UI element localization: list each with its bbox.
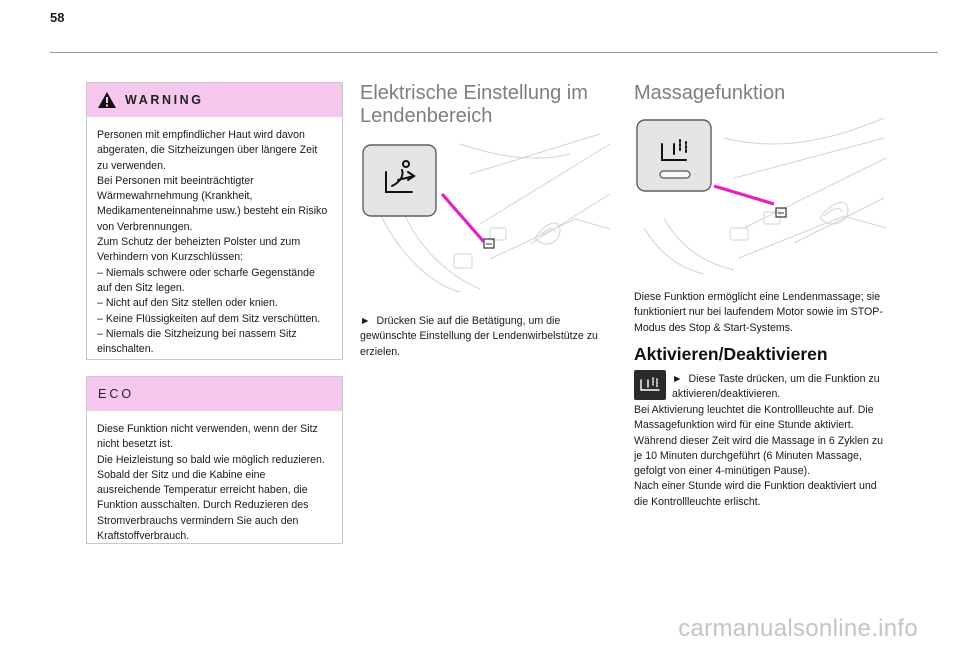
lumbar-heading: Elektrische Einstellung im Lendenbereich [360,82,588,127]
column-middle [360,82,612,358]
lumbar-instruction-text: Drücken Sie auf die Betätigung, um die gewünschte Einstellung der Lendenwirbelstütze zu erzielen. [360,315,598,358]
massage-subheading: Aktivieren/Deaktivieren [634,344,828,364]
massage-instruction-text: Diese Taste drücken, um die Funktion zu aktivieren/deaktivieren. [672,373,880,401]
massage-indicator-lamp [660,171,690,178]
eco-header [87,377,342,411]
massage-instruction [672,372,886,403]
warning-title: WARNING [125,93,204,107]
lumbar-instruction [360,314,608,360]
lumbar-bullet: ► [360,315,371,327]
warning-text: Personen mit empfindlicher Haut wird davon abgeraten, die Sitzheizungen über längere Zeit zu verwenden. Bei Personen mit beeinträchtigter Wärmewahrnehmung (Krankheit, Medikamenteneinnahme usw.) besteht ein Risiko von Verbrennungen. Zum Schutz der beheizten Polster und zum Verhindern von Kurzschlüssen: – Niemals schwere oder scharfe Gegenstände auf den Sitz legen. – Nicht auf den Sitz stellen oder knien. – Keine Flüssigkeiten auf dem Sitz verschütten. – Niemals die Sitzheizung bei nassem Sitz einschalten. [97,129,328,356]
eco-box [86,376,343,544]
page-number: 58 [50,10,65,25]
warning-header [87,83,342,117]
warning-box [86,82,343,360]
massage-bullet: ► [672,373,683,385]
massage-button-icon [634,370,666,400]
massage-control-illustration [634,118,888,278]
column-right [634,82,888,508]
watermark: carmanualsonline.info [678,615,918,642]
massage-intro: Diese Funktion ermöglicht eine Lendenmassage; sie funktioniert nur bei laufendem Motor sowie im STOP-Modus des Stop & Start-Systems. [634,291,883,334]
header-rule [50,52,938,53]
lumbar-control-illustration [360,134,612,294]
eco-text: Diese Funktion nicht verwenden, wenn der Sitz nicht besetzt ist. Die Heizleistung so bald wie möglich reduzieren. Sobald der Sitz und die Kabine eine ausreichende Temperatur erreicht haben, die Funktion ausschalten. Durch Reduzieren des Stromverbrauchs vermindern Sie auch den Kraftstoffverbrauch. [97,423,325,543]
massage-details: Bei Aktivierung leuchtet die Kontrollleuchte auf. Die Massagefunktion wird für eine Stunde aktiviert. Während dieser Zeit wird die Massage in 6 Zyklen zu je 10 Minuten durchgeführt (6 Minuten Massage, gefolgt von einer 4-minütigen Pause). Nach einer Stunde wird die Funktion deaktiviert und die Kontrollleuchte erlischt. [634,404,884,508]
eco-title: ECO [98,387,135,401]
warning-triangle-icon [97,91,117,109]
massage-heading: Massagefunktion [634,82,786,104]
